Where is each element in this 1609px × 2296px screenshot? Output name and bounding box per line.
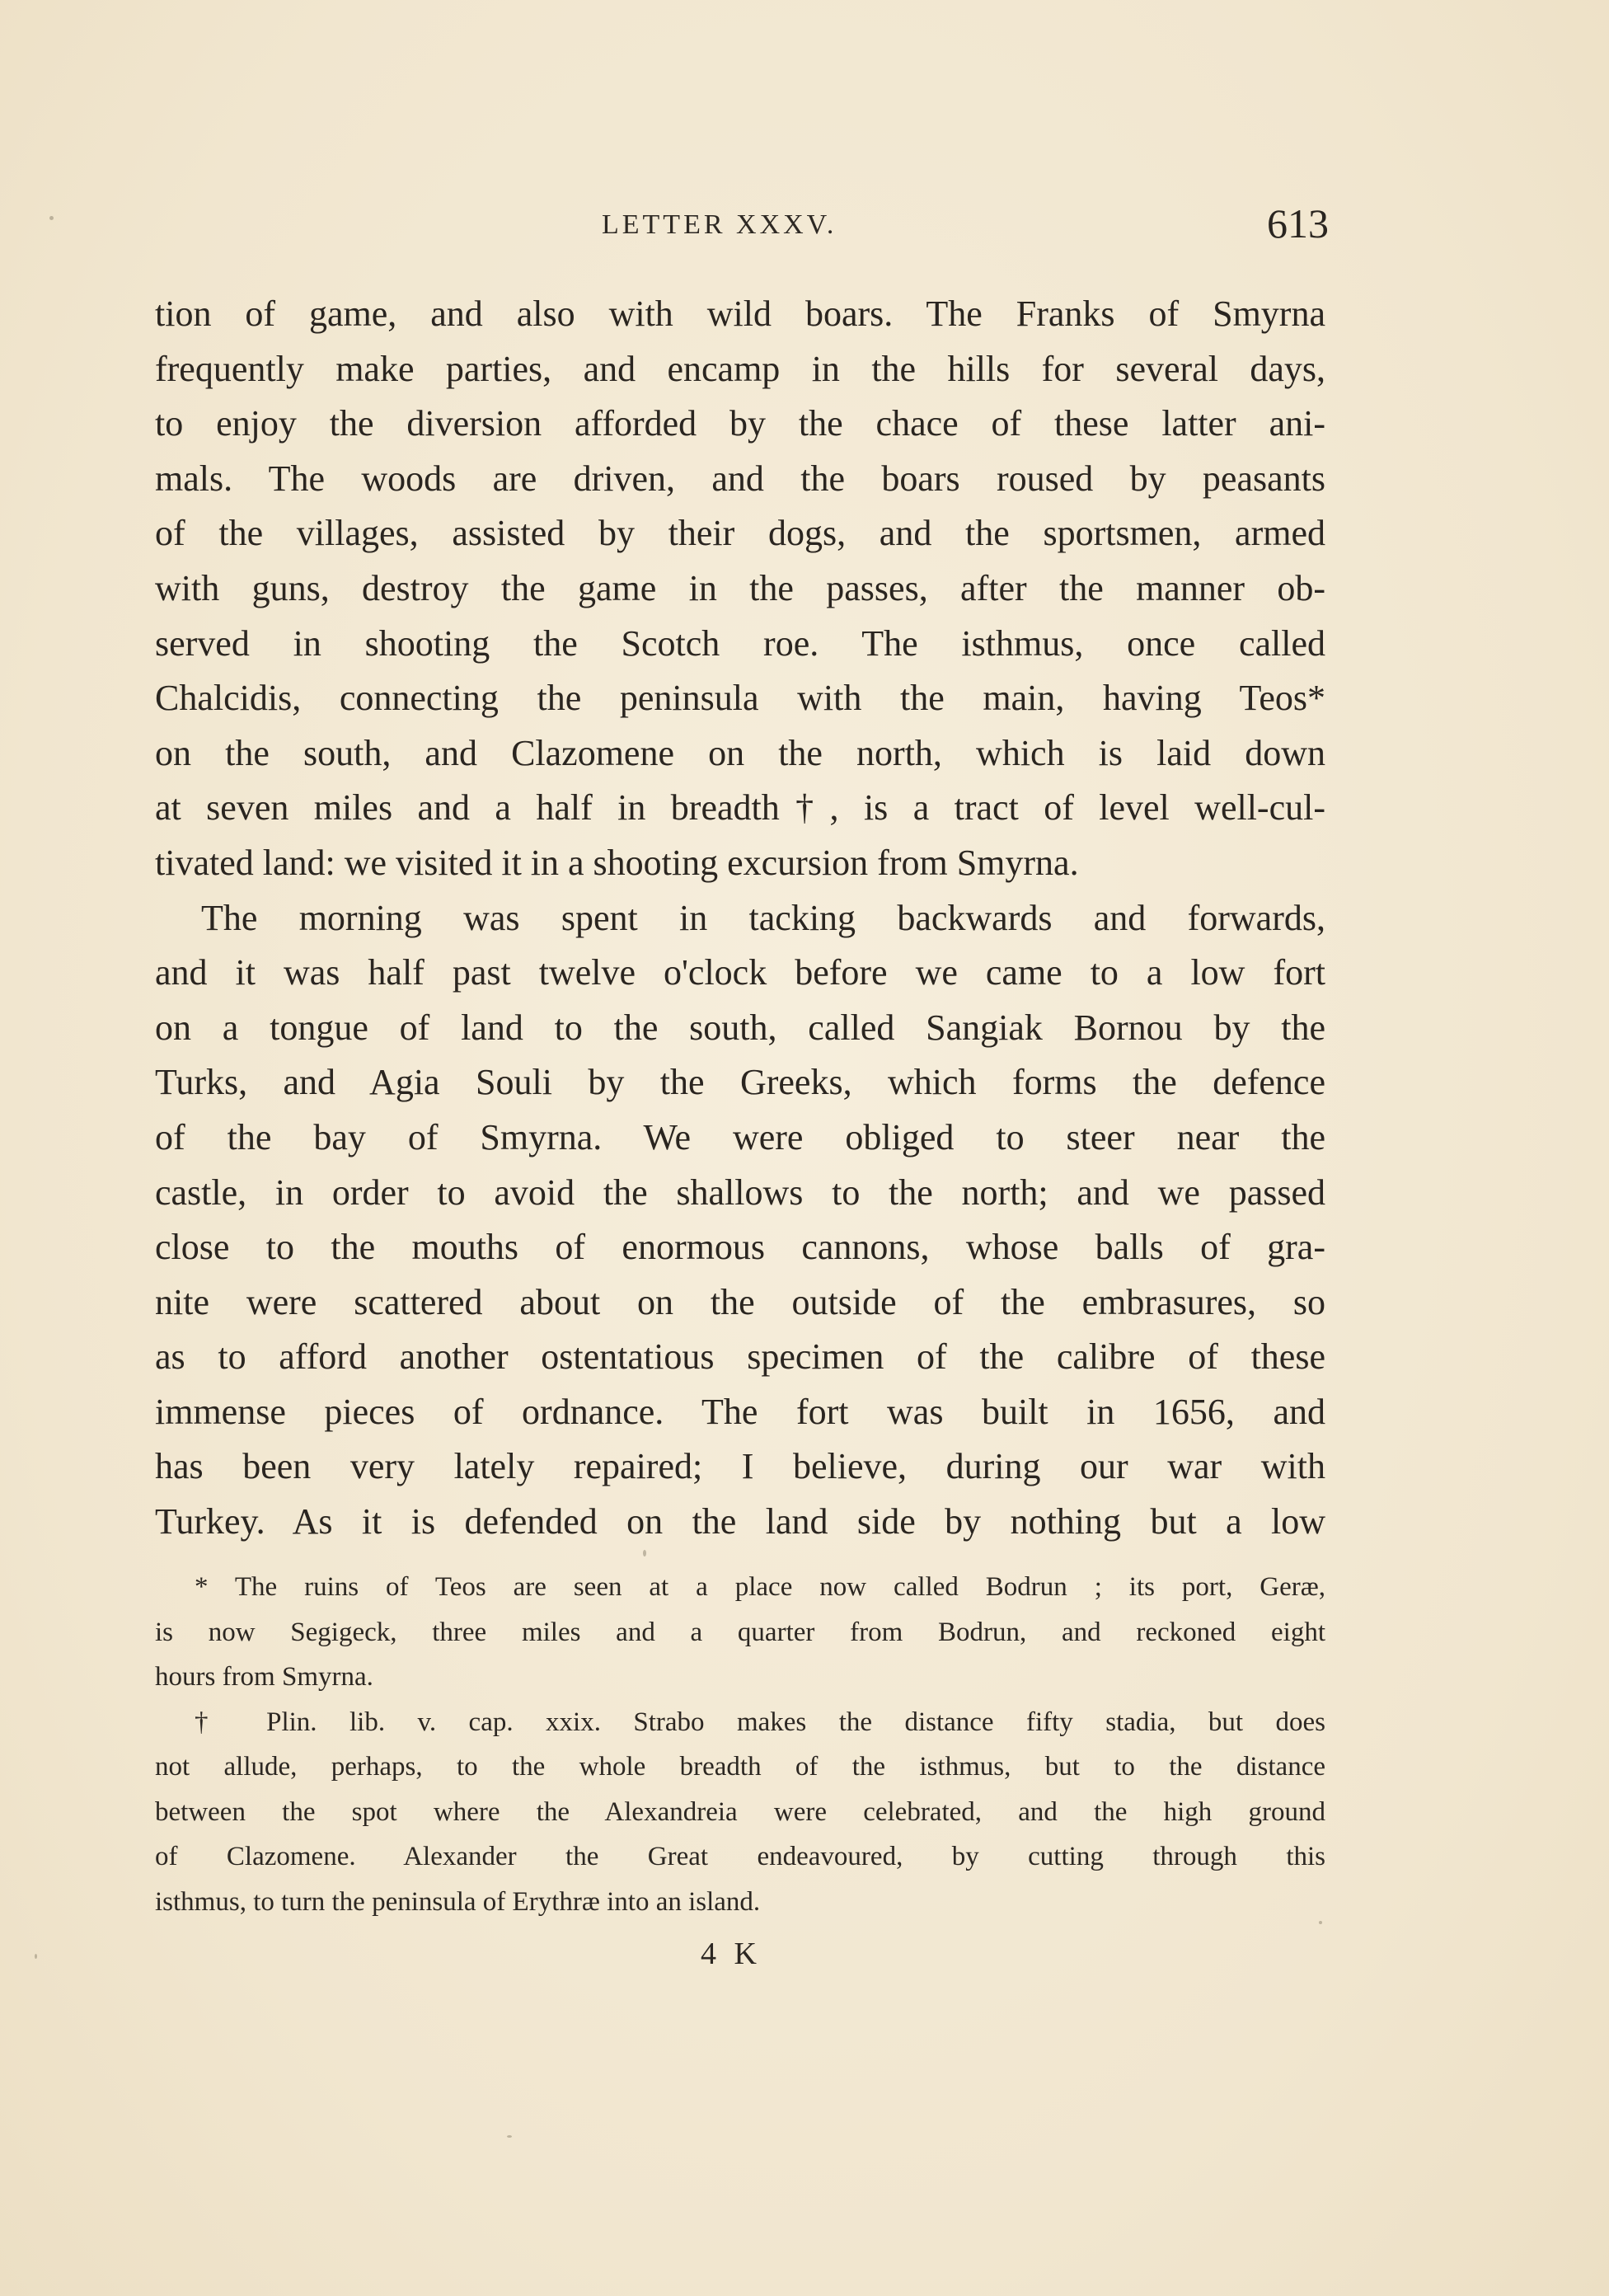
footnotes <box>155 1565 1325 1924</box>
body-line: close to the mouths of enormous cannons, whose balls of gra- <box>155 1227 1325 1268</box>
paper-speck <box>507 2135 512 2138</box>
body-line: Turkey. As it is defended on the land side by nothing but a low <box>155 1501 1325 1542</box>
paper-speck <box>643 1550 646 1556</box>
body-line: with guns, destroy the game in the passes, after the manner ob- <box>155 567 1325 608</box>
footnote-line: * The ruins of Teos are seen at a place now called Bodrun ; its port, Geræ, <box>195 1572 1325 1602</box>
footnote-line: is now Segigeck, three miles and a quarter from Bodrun, and reckoned eight <box>155 1617 1325 1647</box>
footnote-line: isthmus, to turn the peninsula of Erythræ into an island. <box>155 1886 761 1917</box>
page-header <box>157 200 1329 252</box>
running-head: LETTER XXXV. <box>602 209 837 240</box>
body-text <box>155 287 1325 1550</box>
paper-speck <box>1319 1921 1322 1924</box>
body-line-paragraph-start: The morning was spent in tacking backwards and forwards, <box>201 897 1325 938</box>
body-line: at seven miles and a half in breadth†, is a tract of level well-cul- <box>155 787 1325 829</box>
body-line: served in shooting the Scotch roe. The isthmus, once called <box>155 622 1325 664</box>
body-line: Turks, and Agia Souli by the Greeks, which forms the defence <box>155 1062 1325 1103</box>
footnote-line: between the spot where the Alexandreia were celebrated, and the high ground <box>155 1796 1325 1827</box>
footnote-line: of Clazomene. Alexander the Great endeavoured, by cutting through this <box>155 1842 1325 1871</box>
footnote-line: † Plin. lib. v. cap. xxix. Strabo makes the distance fifty stadia, but does <box>195 1707 1325 1737</box>
body-line: of the bay of Smyrna. We were obliged to steer near the <box>155 1116 1325 1157</box>
body-line: Chalcidis, connecting the peninsula with the main, having Teos* <box>155 678 1325 719</box>
body-line: on the south, and Clazomene on the north, which is laid down <box>155 732 1325 773</box>
body-line: on a tongue of land to the south, called Sangiak Bornou by the <box>155 1007 1325 1048</box>
body-line: as to afford another ostentatious specimen of the calibre of these <box>155 1336 1325 1378</box>
body-line: to enjoy the diversion afforded by the chace of these latter ani- <box>155 403 1325 444</box>
body-line: tion of game, and also with wild boars. The Franks of Smyrna <box>155 293 1325 334</box>
body-line: nite were scattered about on the outside of the embrasures, so <box>155 1281 1325 1322</box>
signature-mark: 4 K <box>701 1937 762 1971</box>
footnote-line: hours from Smyrna. <box>155 1662 373 1692</box>
paper-speck <box>35 1954 37 1959</box>
body-line: has been very lately repaired; I believe, during our war with <box>155 1446 1325 1487</box>
body-line: tivated land: we visited it in a shooting excursion from Smyrna. <box>155 842 1079 883</box>
body-line: castle, in order to avoid the shallows to the north; and we passed <box>155 1171 1325 1213</box>
body-line: immense pieces of ordnance. The fort was built in 1656, and <box>155 1391 1325 1432</box>
body-line: frequently make parties, and encamp in the hills for several days, <box>155 348 1325 389</box>
footnote-line: not allude, perhaps, to the whole breadth of the isthmus, but to the distance <box>155 1752 1325 1782</box>
paper-speck <box>49 216 54 220</box>
page-number: 613 <box>1267 200 1329 247</box>
body-line: of the villages, assisted by their dogs, and the sportsmen, armed <box>155 513 1325 554</box>
body-line: mals. The woods are driven, and the boars roused by peasants <box>155 458 1325 499</box>
body-line: and it was half past twelve o'clock before we came to a low fort <box>155 952 1325 993</box>
